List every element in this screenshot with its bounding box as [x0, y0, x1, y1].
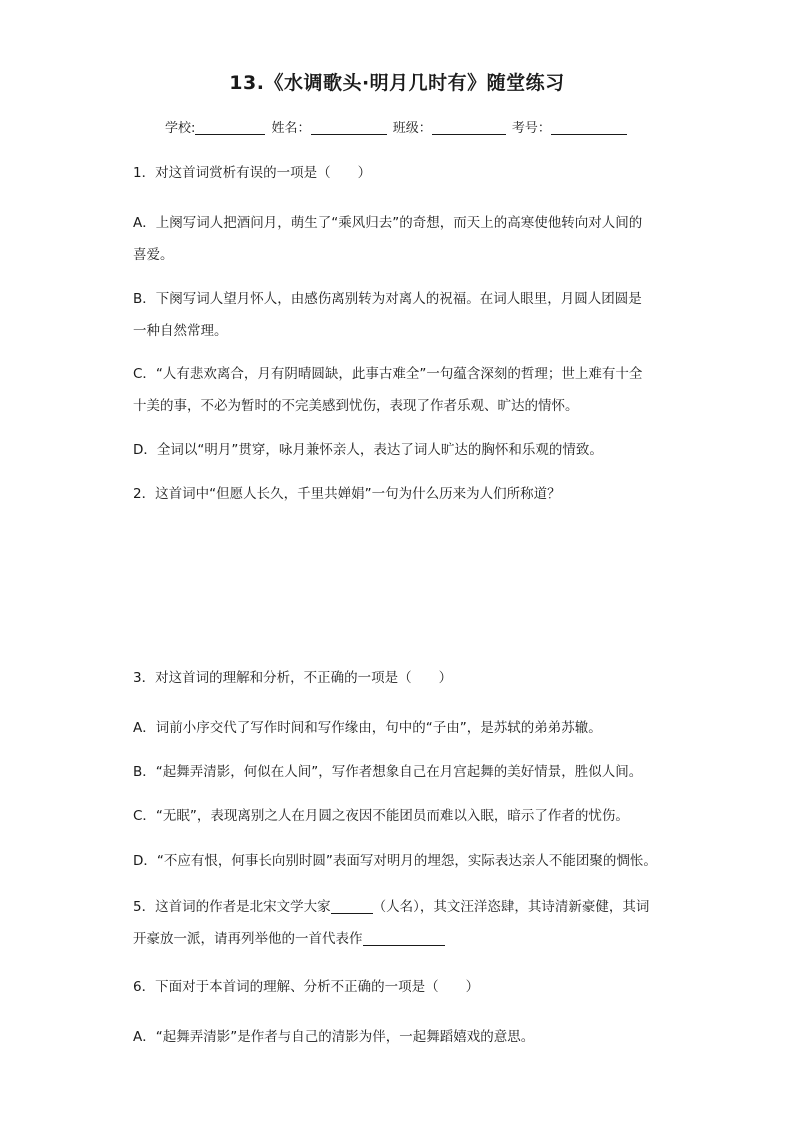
q1-option-d[interactable]: D．全词以“明月”贯穿，咏月兼怀亲人，表达了词人旷达的胸怀和乐观的情致。 [133, 442, 603, 458]
q3-option-d[interactable]: D．“不应有恨，何事长向别时圆”表面写对明月的埋怨，实际表达亲人不能团聚的惆怅。 [133, 853, 657, 869]
q2-stem: 2．这首词中“但愿人长久，千里共婵娟”一句为什么历来为人们所称道？ [133, 486, 561, 502]
q5-text [133, 891, 668, 955]
name-label: 姓名： [271, 121, 311, 136]
exam-no-blank[interactable] [551, 120, 627, 135]
page-title: 13.《水调歌头·明月几时有》随堂练习 [229, 72, 565, 94]
class-blank[interactable] [432, 120, 506, 135]
q1-stem: 1．对这首词赏析有误的一项是（ ） [133, 165, 372, 181]
name-blank[interactable] [311, 120, 387, 135]
q3-option-b[interactable]: B．“起舞弄清影，何似在人间”，写作者想象自己在月宫起舞的美好情景，胜似人间。 [133, 764, 643, 780]
q3-stem: 3．对这首词的理解和分析，不正确的一项是（ ） [133, 670, 453, 686]
q5-text-part1: 5．这首词的作者是北宋文学大家 [133, 899, 331, 915]
exam-no-label: 考号： [511, 121, 551, 136]
school-blank[interactable] [195, 120, 265, 135]
q6-option-a[interactable]: A．“起舞弄清影”是作者与自己的清影为伴，一起舞蹈嬉戏的意思。 [133, 1029, 535, 1045]
student-info-row [165, 117, 629, 136]
q3-option-c[interactable]: C．“无眠”，表现离别之人在月圆之夜因不能团员而难以入眠，暗示了作者的忧伤。 [133, 808, 629, 824]
q1-option-b[interactable]: B．下阕写词人望月怀人，由感伤离别转为对离人的祝福。在词人眼里，月圆人团圆是 一种自然常理。 [133, 291, 642, 339]
q1-option-a[interactable]: A．上阕写词人把酒问月，萌生了“乘风归去”的奇想，而天上的高寒使他转向对人间的 喜爱。 [133, 215, 643, 263]
q5-text-part2: （人名），其文汪洋恣肆，其诗清新豪健，其词 [372, 899, 650, 915]
q5-author-blank[interactable] [331, 897, 373, 914]
q5-text-part3: 开豪放一派，请再列举他的一首代表作 [133, 931, 363, 947]
q6-stem: 6．下面对于本首词的理解、分析不正确的一项是（ ） [133, 979, 480, 995]
q1-option-c[interactable]: C．“人有悲欢离合，月有阴晴圆缺，此事古难全”一句蕴含深刻的哲理；世上难有十全 十美的事，不必为暂时的不完美感到忧伤，表现了作者乐观、旷达的情怀。 [133, 366, 643, 414]
q5-work-blank[interactable] [363, 929, 445, 946]
class-label: 班级： [392, 121, 432, 136]
school-label: 学校: [165, 121, 196, 136]
q3-option-a[interactable]: A．词前小序交代了写作时间和写作缘由，句中的“子由”，是苏轼的弟弟苏辙。 [133, 720, 602, 736]
